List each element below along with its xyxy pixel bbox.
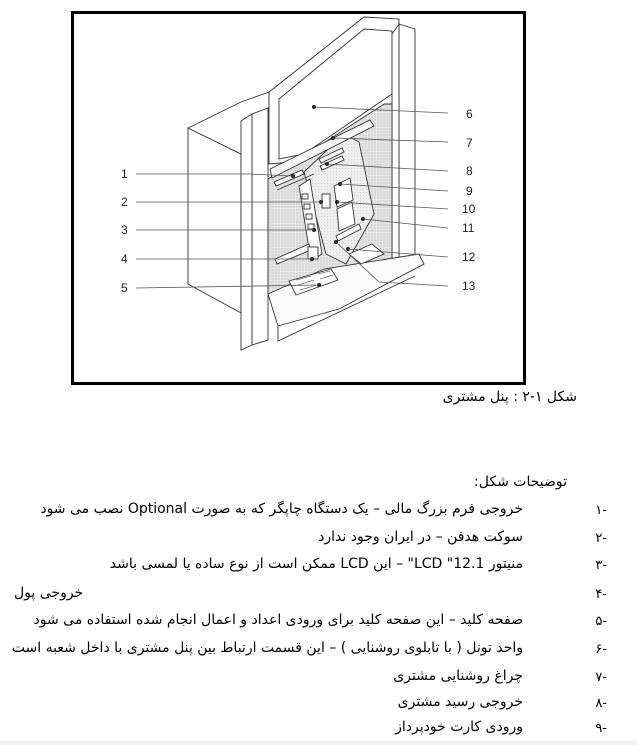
list-item [0, 556, 637, 580]
callout-10: 10 [462, 202, 476, 216]
item-text: چراغ روشنایی مشتری [393, 668, 523, 684]
item-number: -۲ [595, 531, 607, 546]
item-text: ورودی کارت خودپرداز [395, 719, 523, 735]
item-text: واحد تونل ( با تابلوی روشنایی ) – این قسمت ارتباط بین پنل مشتری با داخل شعبه است [11, 640, 523, 656]
item-number: -۹ [595, 721, 607, 736]
list-item [0, 501, 637, 525]
callout-8: 8 [466, 164, 473, 178]
list-item [0, 585, 637, 609]
callout-3: 3 [121, 223, 128, 237]
list-item [0, 529, 637, 553]
list-item [0, 612, 637, 636]
item-number: -۷ [595, 670, 607, 685]
page-bottom-edge [0, 741, 637, 745]
callout-6: 6 [466, 107, 473, 121]
atm-customer-panel-illustration [74, 14, 523, 382]
item-number: -۸ [595, 696, 607, 711]
item-text: خروجی فرم بزرگ مالی – یک دستگاه چاپگر که به صورت Optional نصب می شود [40, 501, 523, 517]
figure-frame [71, 11, 526, 385]
callout-4: 4 [121, 252, 128, 266]
callout-1: 1 [121, 167, 128, 181]
item-text: خروجی پول [14, 585, 84, 601]
callout-5: 5 [121, 281, 128, 295]
item-number: -۵ [595, 614, 607, 629]
item-number: -۱ [595, 503, 607, 518]
callout-11: 11 [462, 221, 475, 235]
callout-12: 12 [462, 250, 476, 264]
list-item [0, 694, 637, 718]
item-number: -۴ [595, 587, 607, 602]
item-text: صفحه کلید – این صفحه کلید برای ورودی اعداد و اعمال انجام شده استفاده می شود [33, 612, 523, 628]
list-item [0, 640, 637, 664]
callout-9: 9 [466, 184, 473, 198]
item-number: -۶ [595, 642, 607, 657]
item-text: خروجی رسید مشتری [397, 694, 523, 710]
list-item [0, 668, 637, 692]
callout-7: 7 [466, 136, 473, 150]
callout-2: 2 [121, 195, 128, 209]
item-number: -۳ [595, 558, 607, 573]
item-text: منیتور LCD "12.1" – این LCD ممکن است از نوع ساده یا لمسی باشد [109, 556, 523, 572]
item-text: سوکت هدفن – در ایران وجود ندارد [318, 529, 523, 545]
descriptions-heading: توضیحات شکل: [474, 474, 567, 490]
figure-caption: شکل ۱-۲ : پنل مشتری [442, 389, 577, 405]
list-item [0, 719, 637, 743]
callout-13: 13 [462, 279, 476, 293]
